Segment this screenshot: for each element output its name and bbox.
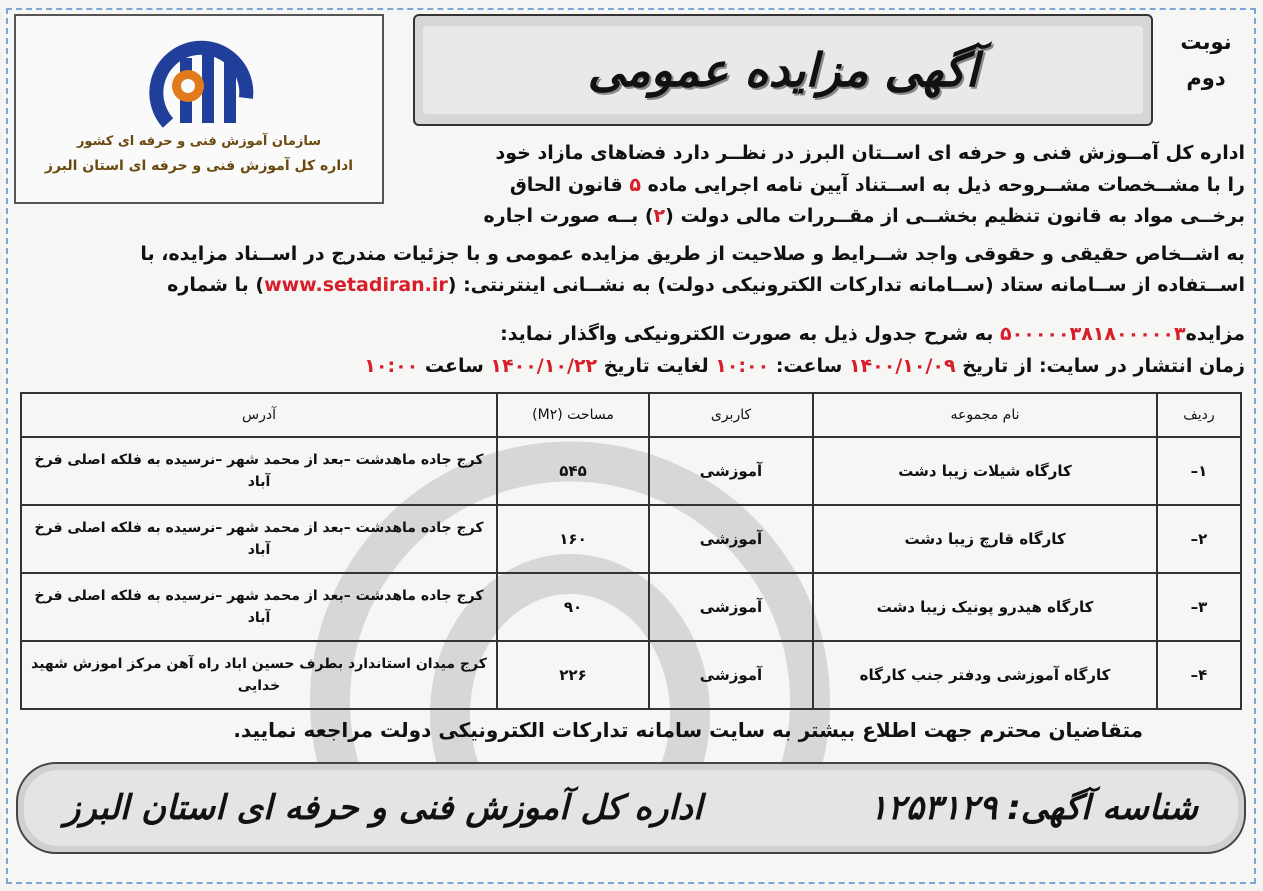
property-usage: آموزشی xyxy=(649,573,813,641)
publication-dates: زمان انتشار در سایت: از تاریخ ۱۴۰۰/۱۰/۰۹ ساعت: ۱۰:۰۰ لغایت تاریخ ۱۴۰۰/۱۰/۲۲ ساعت ۱۰:۰۰ xyxy=(364,355,1245,377)
property-usage: آموزشی xyxy=(649,505,813,573)
row-number: ۱– xyxy=(1157,437,1241,505)
col-usage: کاربری xyxy=(649,393,813,437)
org-name-national: سازمان آموزش فنی و حرفه ای کشور xyxy=(76,134,322,149)
footer-org-name: اداره کل آموزش فنی و حرفه ای استان البرز xyxy=(64,788,703,828)
property-name: کارگاه هیدرو پونیک زیبا دشت xyxy=(813,573,1157,641)
to-time: ۱۰:۰۰ xyxy=(364,355,419,377)
website-link[interactable]: www.setadiran.ir xyxy=(264,274,448,296)
from-time: ۱۰:۰۰ xyxy=(715,355,770,377)
property-address: کرج جاده ماهدشت –بعد از محمد شهر –نرسیده به فلکه اصلی فرخ آباد xyxy=(21,505,497,573)
property-address: کرج جاده ماهدشت –بعد از محمد شهر –نرسیده به فلکه اصلی فرخ آباد xyxy=(21,573,497,641)
org-logo-panel xyxy=(14,14,384,204)
body-line-2: را با مشــخصات مشــروحه ذیل به اســتناد آیین نامه اجرایی ماده ۵ قانون الحاق xyxy=(509,174,1245,196)
to-date: ۱۴۰۰/۱۰/۲۲ xyxy=(490,355,598,377)
turn-label: نوبت xyxy=(1180,30,1232,54)
property-address: کرج جاده ماهدشت –بعد از محمد شهر –نرسیده به فلکه اصلی فرخ آباد xyxy=(21,437,497,505)
table-header-row xyxy=(21,393,1241,437)
body-line-1: اداره کل آمــوزش فنی و حرفه ای اســتان البرز در نظــر دارد فضاهای مازاد خود xyxy=(495,142,1245,164)
notice-id xyxy=(869,788,1198,828)
article-number: ۵ xyxy=(629,174,641,196)
body-line-4: به اشــخاص حقیقی و حقوقی واجد شــرایط و صلاحیت از طریق مزایده عمومی و با جزئیات مندرج در اســناد مزایده، با xyxy=(140,243,1245,265)
property-area: ۵۴۵ xyxy=(497,437,649,505)
org-logo-icon xyxy=(146,28,256,138)
property-address: کرج میدان استاندارد بطرف حسین اباد راه آهن مرکز اموزش شهید خدایی xyxy=(21,641,497,709)
law-number: ۲ xyxy=(653,205,666,227)
properties-table xyxy=(20,392,1242,710)
notice-title: آگهی مزایده عمومی xyxy=(423,26,1143,114)
property-name: کارگاه آموزشی ودفتر جنب کارگاه xyxy=(813,641,1157,709)
footer-banner xyxy=(16,762,1246,854)
notice-id-label: شناسه آگهی: xyxy=(1007,788,1198,828)
table-row xyxy=(21,505,1241,573)
footer-note: متقاضیان محترم جهت اطلاع بیشتر به سایت سامانه تدارکات الکترونیکی دولت مراجعه نمایید. xyxy=(233,718,1143,742)
row-number: ۳– xyxy=(1157,573,1241,641)
org-name-province: اداره کل آموزش فنی و حرفه ای استان البرز xyxy=(44,158,354,174)
property-area: ۱۶۰ xyxy=(497,505,649,573)
table-row xyxy=(21,573,1241,641)
body-line-3: برخــی مواد به قانون تنظیم بخشــی از مقــررات مالی دولت (۲) بــه صورت اجاره xyxy=(483,205,1245,227)
property-name: کارگاه شیلات زیبا دشت xyxy=(813,437,1157,505)
title-banner xyxy=(413,14,1153,126)
publication-turn xyxy=(1171,24,1241,114)
body-line-6: مزایده۵۰۰۰۰۰۳۸۱۸۰۰۰۰۰۳ به شرح جدول ذیل به صورت الکترونیکی واگذار نماید: xyxy=(500,323,1245,345)
col-name: نام مجموعه xyxy=(813,393,1157,437)
property-name: کارگاه قارچ زیبا دشت xyxy=(813,505,1157,573)
notice-id-value: ۱۲۵۳۱۲۹ xyxy=(869,788,998,828)
row-number: ۴– xyxy=(1157,641,1241,709)
property-area: ۲۲۶ xyxy=(497,641,649,709)
property-usage: آموزشی xyxy=(649,641,813,709)
col-area: مساحت (M۲) xyxy=(497,393,649,437)
property-usage: آموزشی xyxy=(649,437,813,505)
from-date: ۱۴۰۰/۱۰/۰۹ xyxy=(848,355,956,377)
body-line-5: اســتفاده از ســامانه ستاد (ســامانه تدارکات الکترونیکی دولت) به نشــانی اینترنتی: (www.setadiran.ir) با شماره xyxy=(167,274,1245,296)
table-row xyxy=(21,641,1241,709)
col-row: ردیف xyxy=(1157,393,1241,437)
property-area: ۹۰ xyxy=(497,573,649,641)
table-row xyxy=(21,437,1241,505)
turn-number: دوم xyxy=(1186,66,1226,90)
auction-number: ۵۰۰۰۰۰۳۸۱۸۰۰۰۰۰۳ xyxy=(1000,323,1186,345)
col-address: آدرس xyxy=(21,393,497,437)
row-number: ۲– xyxy=(1157,505,1241,573)
